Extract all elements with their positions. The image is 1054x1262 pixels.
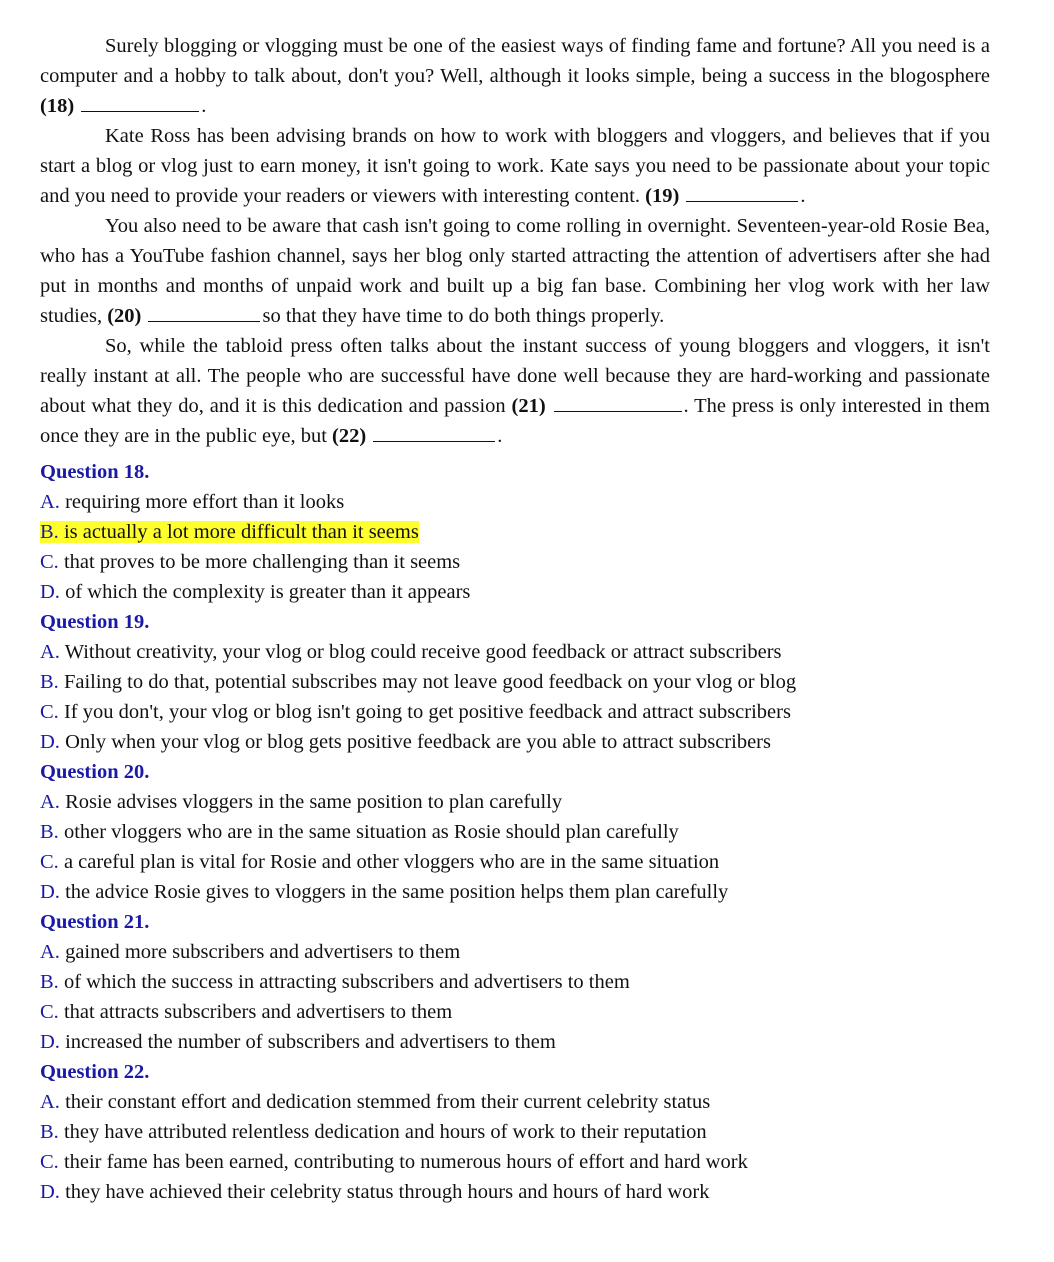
- option-d[interactable]: [40, 1027, 990, 1057]
- option-letter: B.: [40, 521, 59, 543]
- option-letter: B.: [40, 671, 59, 693]
- option-d[interactable]: [40, 877, 990, 907]
- option-letter: A.: [40, 491, 60, 513]
- option-letter: D.: [40, 731, 60, 753]
- option-letter: D.: [40, 581, 60, 603]
- answer-blank-22: [373, 422, 495, 442]
- option-c[interactable]: [40, 1147, 990, 1177]
- question-title: Question 19.: [40, 611, 150, 633]
- option-c[interactable]: [40, 547, 990, 577]
- option-text: other vloggers who are in the same situation as Rosie should plan carefully: [63, 821, 679, 843]
- gap-number-21: (21): [511, 395, 546, 417]
- option-b[interactable]: [40, 817, 990, 847]
- option-letter: C.: [40, 701, 59, 723]
- option-text: Failing to do that, potential subscribes may not leave good feedback on your vlog or blog: [63, 671, 797, 693]
- gap-number-18: (18): [40, 95, 75, 117]
- option-letter: B.: [40, 821, 59, 843]
- option-letter: D.: [40, 881, 60, 903]
- passage-paragraph-4: [40, 331, 990, 451]
- option-text: they have achieved their celebrity status through hours and hours of hard work: [65, 1181, 710, 1203]
- option-b[interactable]: [40, 1117, 990, 1147]
- option-letter: A.: [40, 641, 60, 663]
- answer-blank-20: [148, 302, 260, 322]
- question-title: Question 22.: [40, 1061, 150, 1083]
- question-block-20: [40, 757, 990, 907]
- option-text: of which the complexity is greater than it appears: [65, 581, 471, 603]
- question-block-19: [40, 607, 990, 757]
- option-letter: B.: [40, 1121, 59, 1143]
- punctuation: .: [800, 185, 806, 207]
- question-title: Question 20.: [40, 761, 150, 783]
- option-c[interactable]: [40, 697, 990, 727]
- passage-paragraph-3: [40, 211, 990, 331]
- paragraph-text: You also need to be aware that cash isn't going to come rolling in overnight. Seventeen-year-old Rosie Bea, who has a YouTube fashion channel, says her blog only started attracting the attention of advertisers after she had put in months and months of unpaid work and built up a big fan base. Combining her vlog work with her law studies,: [40, 215, 990, 327]
- option-b[interactable]: [40, 967, 990, 997]
- passage-paragraph-1: [40, 31, 990, 121]
- option-letter: A.: [40, 941, 60, 963]
- answer-blank-21: [554, 392, 682, 412]
- passage-paragraph-2: [40, 121, 990, 211]
- question-block-22: [40, 1057, 990, 1207]
- option-a[interactable]: [40, 937, 990, 967]
- option-d[interactable]: [40, 577, 990, 607]
- option-text: is actually a lot more difficult than it seems: [63, 521, 419, 543]
- option-d[interactable]: [40, 727, 990, 757]
- option-b[interactable]: [40, 517, 990, 547]
- answer-blank-18: [81, 92, 199, 112]
- punctuation: .: [497, 425, 503, 447]
- option-text: the advice Rosie gives to vloggers in the same position helps them plan carefully: [65, 881, 729, 903]
- option-letter: A.: [40, 1091, 60, 1113]
- paragraph-text-after: so that they have time to do both things properly.: [262, 305, 665, 327]
- option-text: a careful plan is vital for Rosie and other vloggers who are in the same situation: [63, 851, 720, 873]
- gap-number-19: (19): [645, 185, 680, 207]
- paragraph-text-mid: . The press is only interested in them once they are in the public eye, but: [40, 395, 991, 447]
- paragraph-text: So, while the tabloid press often talks about the instant success of young bloggers and vloggers, it isn't really instant at all. The people who are successful have done well because they are hard-working and passionate about what they do, and it is this dedication and passion: [40, 335, 990, 417]
- option-a[interactable]: [40, 487, 990, 517]
- option-text: requiring more effort than it looks: [65, 491, 345, 513]
- document-page: [40, 31, 990, 1207]
- gap-number-22: (22): [332, 425, 367, 447]
- option-text: If you don't, your vlog or blog isn't going to get positive feedback and attract subscribers: [63, 701, 791, 723]
- option-text: that proves to be more challenging than it seems: [63, 551, 461, 573]
- option-text: gained more subscribers and advertisers to them: [65, 941, 461, 963]
- option-letter: B.: [40, 971, 59, 993]
- option-text: Without creativity, your vlog or blog could receive good feedback or attract subscribers: [64, 641, 782, 663]
- option-c[interactable]: [40, 847, 990, 877]
- option-letter: A.: [40, 791, 60, 813]
- option-text: their constant effort and dedication stemmed from their current celebrity status: [65, 1091, 711, 1113]
- question-block-21: [40, 907, 990, 1057]
- answer-blank-19: [686, 182, 798, 202]
- option-letter: D.: [40, 1181, 60, 1203]
- questions-list: [40, 457, 990, 1207]
- option-text: Only when your vlog or blog gets positive feedback are you able to attract subscribers: [65, 731, 771, 753]
- option-a[interactable]: [40, 787, 990, 817]
- question-title: Question 18.: [40, 461, 150, 483]
- option-b[interactable]: [40, 667, 990, 697]
- option-d[interactable]: [40, 1177, 990, 1207]
- option-letter: C.: [40, 551, 59, 573]
- paragraph-text: Surely blogging or vlogging must be one of the easiest ways of finding fame and fortune? All you need is a computer and a hobby to talk about, don't you? Well, although it looks simple, being a success in the blogosphere: [40, 35, 990, 87]
- paragraph-text: Kate Ross has been advising brands on how to work with bloggers and vloggers, and believes that if you start a blog or vlog just to earn money, it isn't going to work. Kate says you need to be passionate about your topic and you need to provide your readers or viewers with interesting content.: [40, 125, 990, 207]
- option-letter: C.: [40, 1001, 59, 1023]
- punctuation: .: [201, 95, 207, 117]
- option-text: Rosie advises vloggers in the same position to plan carefully: [65, 791, 563, 813]
- option-text: their fame has been earned, contributing to numerous hours of effort and hard work: [63, 1151, 748, 1173]
- question-block-18: [40, 457, 990, 607]
- option-text: they have attributed relentless dedication and hours of work to their reputation: [63, 1121, 707, 1143]
- option-text: of which the success in attracting subscribers and advertisers to them: [63, 971, 630, 993]
- option-text: that attracts subscribers and advertisers to them: [63, 1001, 453, 1023]
- gap-number-20: (20): [107, 305, 142, 327]
- option-a[interactable]: [40, 637, 990, 667]
- option-letter: C.: [40, 1151, 59, 1173]
- option-c[interactable]: [40, 997, 990, 1027]
- option-letter: D.: [40, 1031, 60, 1053]
- option-a[interactable]: [40, 1087, 990, 1117]
- option-text: increased the number of subscribers and advertisers to them: [65, 1031, 556, 1053]
- question-title: Question 21.: [40, 911, 150, 933]
- option-letter: C.: [40, 851, 59, 873]
